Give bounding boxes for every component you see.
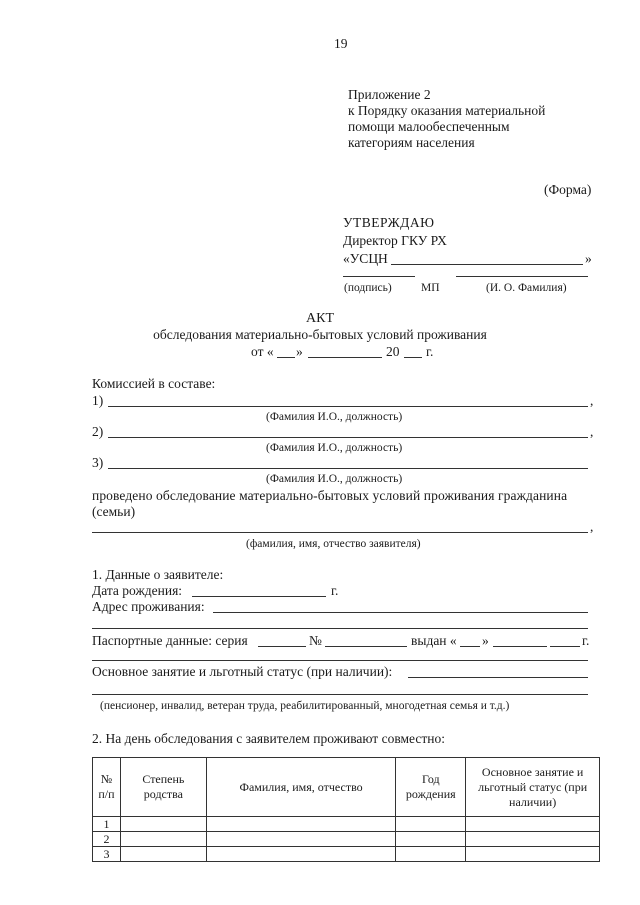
appendix-line-3: помощи малообеспеченным	[348, 119, 510, 134]
passport-number-field[interactable]	[325, 646, 407, 647]
occupation-field-2[interactable]	[92, 694, 588, 695]
passport-issuer-field[interactable]	[92, 660, 588, 661]
act-date-prefix: от «	[251, 344, 274, 359]
member-number: 1)	[92, 393, 104, 408]
applicant-caption: (фамилия, имя, отчество заявителя)	[246, 538, 421, 550]
stamp-caption: МП	[421, 282, 440, 294]
approval-director: Директор ГКУ РХ	[343, 233, 447, 248]
act-year-field[interactable]	[404, 357, 422, 358]
issued-close: »	[482, 633, 489, 648]
member-1-field[interactable]	[108, 406, 588, 407]
issued-year-field[interactable]	[550, 646, 580, 647]
column-header: Основное занятие и льготный статус (при наличии)	[466, 758, 600, 817]
row-number: 3	[93, 847, 121, 862]
row-number: 1	[93, 817, 121, 832]
year-suffix: г.	[582, 633, 590, 648]
table-row	[93, 847, 600, 862]
approval-org-close: »	[585, 251, 592, 266]
issued-label: выдан «	[411, 633, 457, 648]
issued-month-field[interactable]	[493, 646, 547, 647]
birth-suffix: г.	[331, 583, 339, 598]
member-caption: (Фамилия И.О., должность)	[266, 411, 403, 423]
cell-full-name[interactable]	[206, 817, 396, 832]
member-number: 2)	[92, 424, 104, 439]
household-table	[92, 757, 600, 862]
conducted-line-1: проведено обследование материально-бытовых условий проживания гражданина	[92, 488, 568, 503]
member-end: ,	[590, 424, 594, 439]
member-caption: (Фамилия И.О., должность)	[266, 442, 403, 454]
signature-field[interactable]	[343, 276, 415, 277]
member-3-field[interactable]	[108, 468, 588, 469]
table-header-row	[93, 758, 600, 817]
act-date-year: 20	[386, 344, 400, 359]
passport-series-field[interactable]	[258, 646, 306, 647]
cell-full-name[interactable]	[206, 832, 396, 847]
occupation-caption: (пенсионер, инвалид, ветеран труда, реабилитированный, многодетная семья и т.д.)	[100, 700, 510, 712]
address-field[interactable]	[213, 612, 588, 613]
commission-heading: Комиссией в составе:	[92, 376, 216, 391]
member-caption: (Фамилия И.О., должность)	[266, 473, 403, 485]
cell-relation[interactable]	[120, 832, 206, 847]
act-date-suffix: г.	[426, 344, 434, 359]
page-number: 19	[334, 36, 348, 51]
section1-heading: 1. Данные о заявителе:	[92, 567, 224, 582]
approval-org-open: «УСЦН	[343, 251, 388, 266]
cell-birth-year[interactable]	[396, 832, 466, 847]
act-month-field[interactable]	[308, 357, 382, 358]
section2-heading: 2. На день обследования с заявителем проживают совместно:	[92, 731, 445, 746]
column-header: Год рождения	[396, 758, 466, 817]
row-number: 2	[93, 832, 121, 847]
cell-full-name[interactable]	[206, 847, 396, 862]
appendix-line-4: категориям населения	[348, 135, 475, 150]
address-field-2[interactable]	[92, 628, 588, 629]
issued-day-field[interactable]	[460, 646, 480, 647]
table-row	[93, 817, 600, 832]
table-row	[93, 832, 600, 847]
member-number: 3)	[92, 455, 104, 470]
member-end: ,	[590, 393, 594, 408]
column-header: Степень родства	[120, 758, 206, 817]
column-header: № п/п	[93, 758, 121, 817]
cell-birth-year[interactable]	[396, 847, 466, 862]
act-day-field[interactable]	[277, 357, 295, 358]
occupation-label: Основное занятие и льготный статус (при наличии):	[92, 664, 393, 679]
org-name-field[interactable]	[391, 264, 583, 265]
name-caption: (И. О. Фамилия)	[486, 282, 567, 294]
passport-no-sign: №	[309, 633, 322, 648]
cell-occupation[interactable]	[466, 832, 600, 847]
signature-caption: (подпись)	[344, 282, 392, 294]
director-name-field[interactable]	[456, 276, 588, 277]
conducted-line-2: (семьи)	[92, 504, 136, 519]
cell-relation[interactable]	[120, 817, 206, 832]
cell-occupation[interactable]	[466, 817, 600, 832]
appendix-line-2: к Порядку оказания материальной	[348, 103, 546, 118]
act-subtitle: обследования материально-бытовых условий проживания	[153, 327, 487, 342]
applicant-end: ,	[590, 519, 594, 534]
cell-occupation[interactable]	[466, 847, 600, 862]
appendix-line-1: Приложение 2	[348, 87, 431, 102]
act-date-mid: »	[296, 344, 303, 359]
form-label: (Форма)	[544, 182, 592, 197]
birth-label: Дата рождения:	[92, 583, 183, 598]
act-title: АКТ	[306, 311, 334, 326]
birth-date-field[interactable]	[192, 596, 326, 597]
cell-relation[interactable]	[120, 847, 206, 862]
member-2-field[interactable]	[108, 437, 588, 438]
passport-label: Паспортные данные: серия	[92, 633, 248, 648]
approval-title: УТВЕРЖДАЮ	[343, 215, 435, 230]
cell-birth-year[interactable]	[396, 817, 466, 832]
occupation-field[interactable]	[408, 677, 588, 678]
column-header: Фамилия, имя, отчество	[206, 758, 396, 817]
address-label: Адрес проживания:	[92, 599, 205, 614]
applicant-name-field[interactable]	[92, 532, 588, 533]
